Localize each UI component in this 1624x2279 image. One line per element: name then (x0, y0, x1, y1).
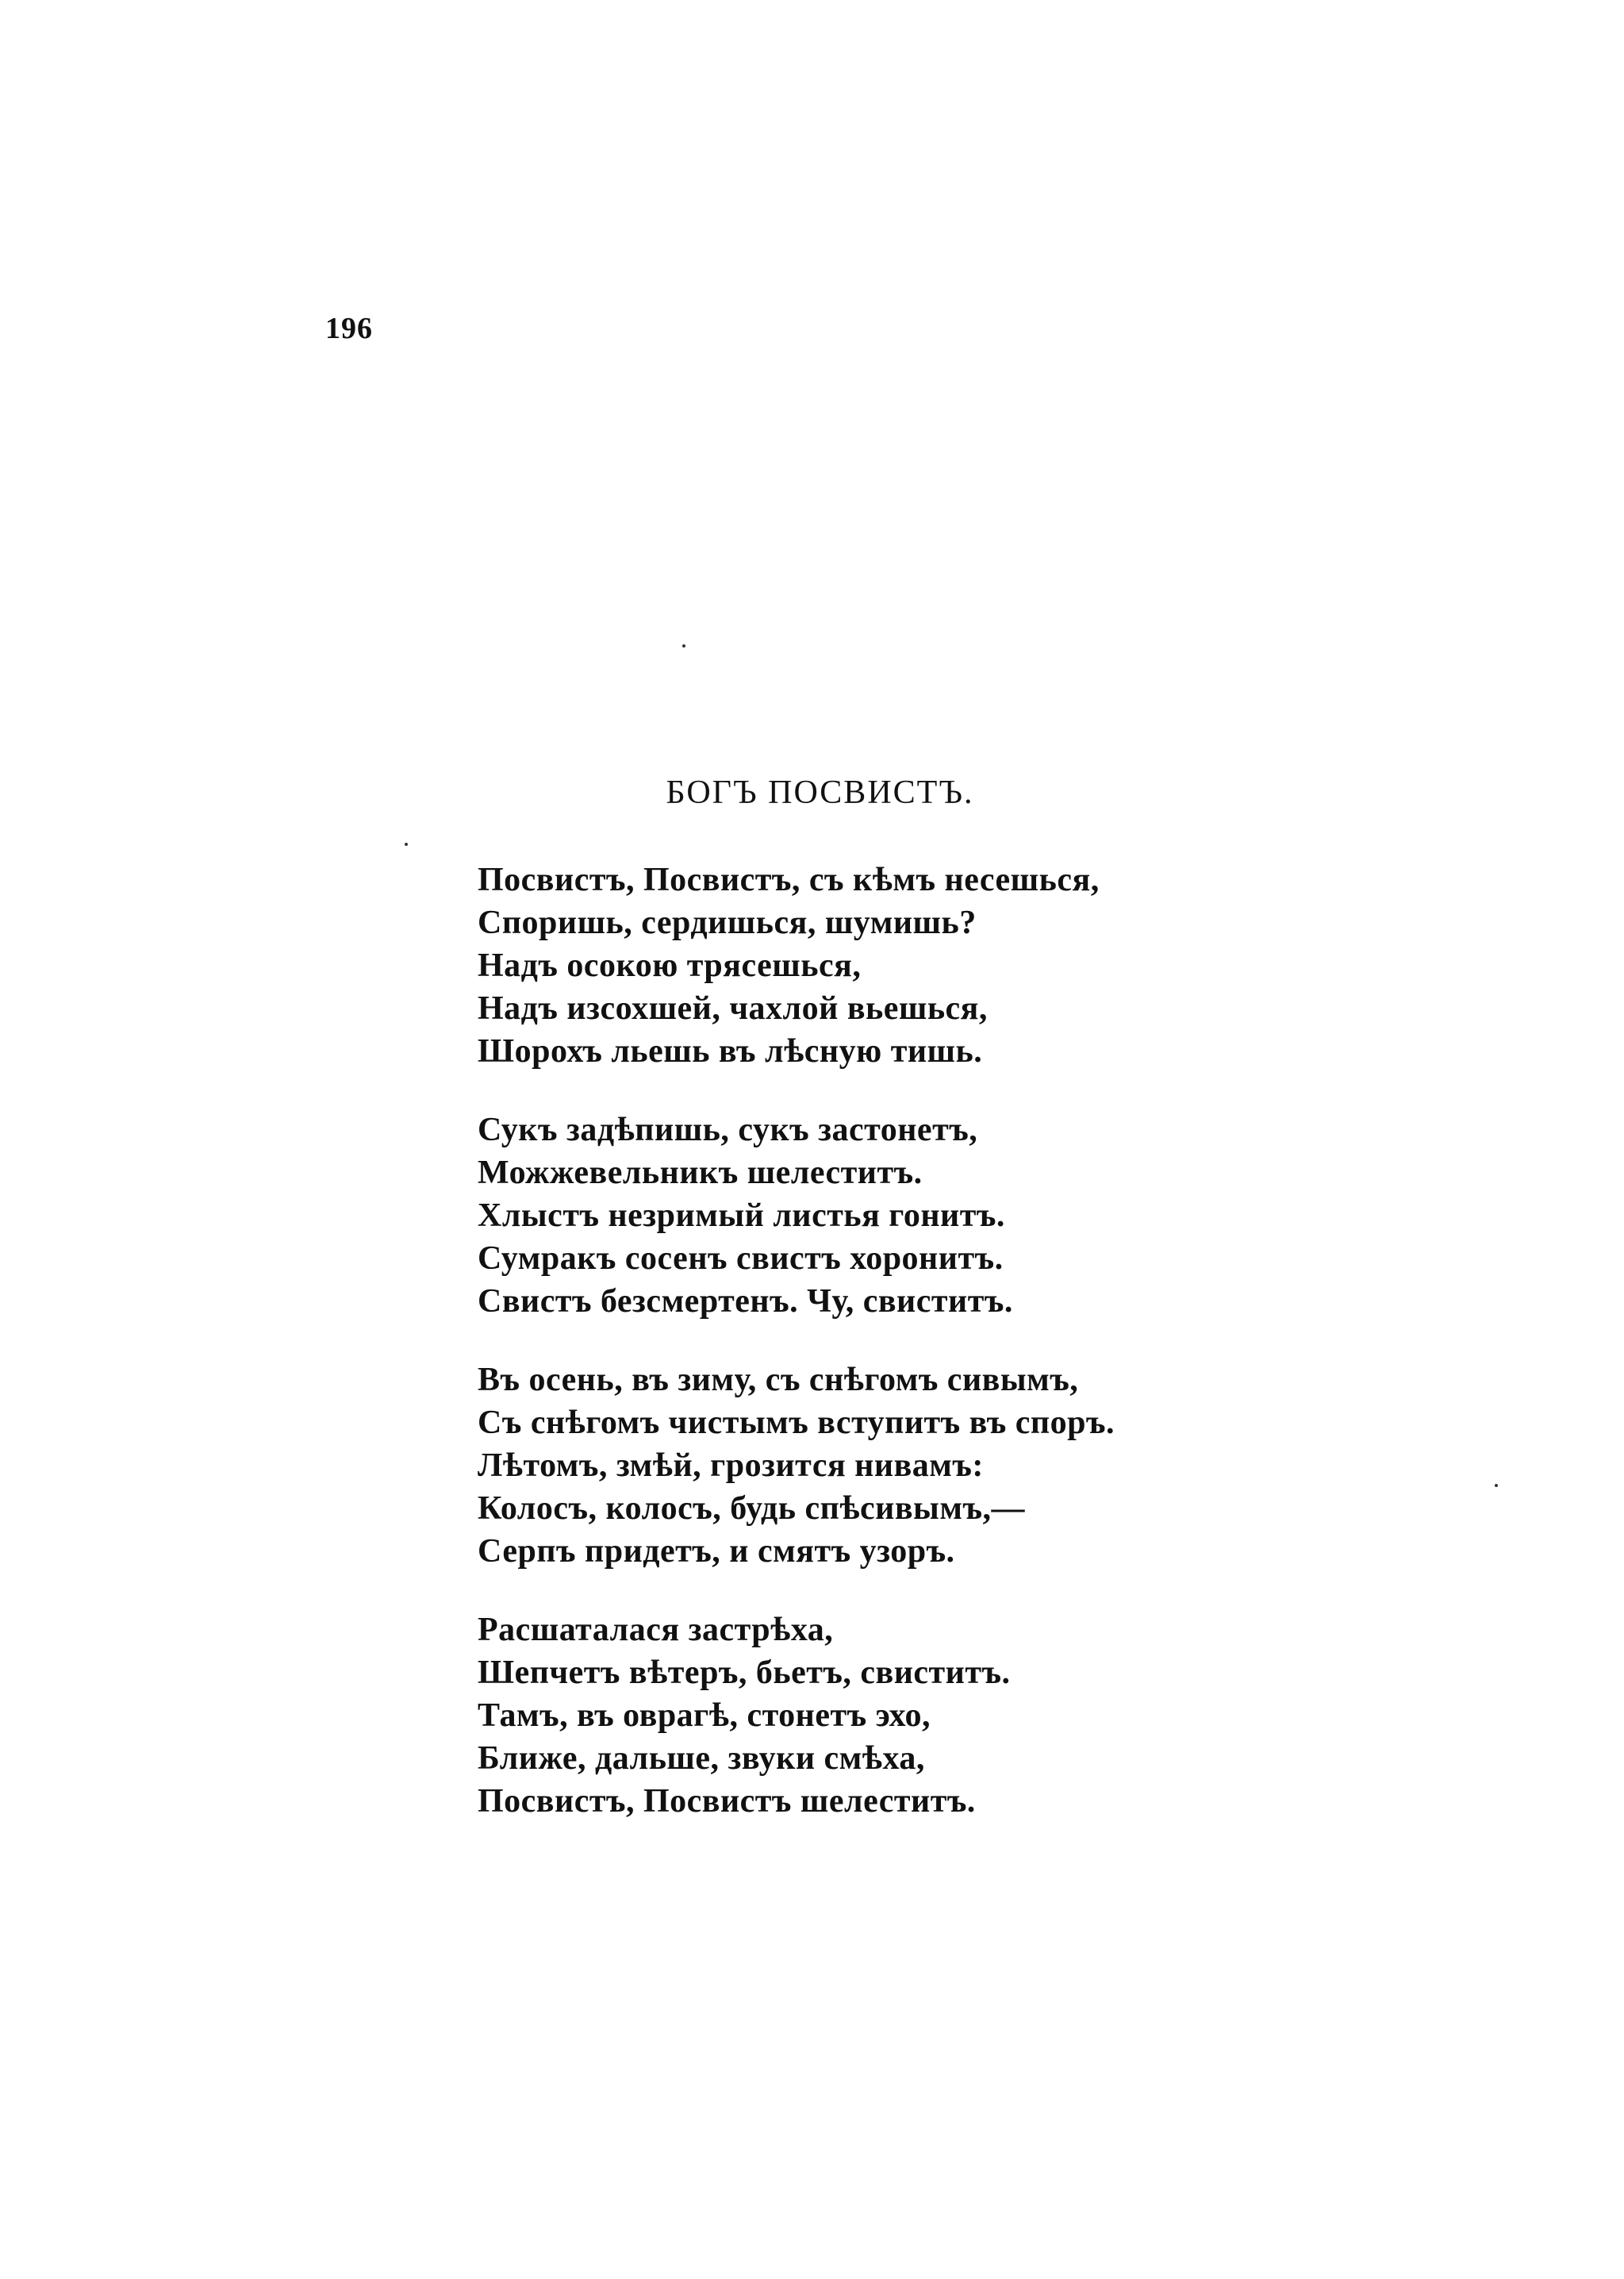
poem-line: Серпъ придетъ, и смятъ узоръ. (478, 1533, 955, 1570)
poem-line: Колосъ, колосъ, будь спѣсивымъ,— (478, 1490, 1025, 1527)
poem-line: Сумракъ сосенъ свистъ хоронитъ. (478, 1240, 1004, 1277)
poem-line: Посвистъ, Посвистъ шелеститъ. (478, 1783, 976, 1820)
poem-line: Можжевельникъ шелеститъ. (478, 1155, 923, 1191)
poem-line: Споришь, сердишься, шумишь? (478, 905, 977, 941)
poem-line: Свистъ безсмертенъ. Чу, свиститъ. (478, 1283, 1013, 1320)
scan-speck (682, 644, 685, 648)
poem-line: Шепчетъ вѣтеръ, бьетъ, свиститъ. (478, 1654, 1011, 1691)
poem-line: Хлыстъ незримый листья гонитъ. (478, 1197, 1005, 1234)
poem-line: Посвистъ, Посвистъ, съ кѣмъ несешься, (478, 862, 1100, 898)
poem-line: Сукъ задѣпишь, сукъ застонетъ, (478, 1112, 978, 1148)
poem-title: БОГЪ ПОСВИСТЪ. (666, 774, 974, 811)
scan-speck (405, 843, 408, 846)
poem-line: Съ снѣгомъ чистымъ вступитъ въ споръ. (478, 1405, 1115, 1441)
stanza-3 (478, 1359, 1115, 1573)
poem-line: Тамъ, въ оврагѣ, стонетъ эхо, (478, 1697, 931, 1734)
poem-line: Шорохъ льешь въ лѣсную тишь. (478, 1033, 983, 1070)
page-number: 196 (325, 312, 373, 345)
poem-line: Лѣтомъ, змѣй, грозится нивамъ: (478, 1447, 984, 1484)
poem-line: Въ осень, въ зиму, съ снѣгомъ сивымъ, (478, 1362, 1079, 1398)
poem-line: Надъ осокою трясешься, (478, 947, 862, 984)
poem-line: Надъ изсохшей, чахлой вьешься, (478, 990, 988, 1027)
scan-speck (1495, 1484, 1498, 1487)
stanza-2 (478, 1109, 1013, 1323)
poem-line: Расшаталася застрѣха, (478, 1612, 834, 1648)
stanza-4 (478, 1608, 1011, 1823)
poem-line: Ближе, дальше, звуки смѣха, (478, 1740, 925, 1777)
stanza-1 (478, 859, 1100, 1073)
